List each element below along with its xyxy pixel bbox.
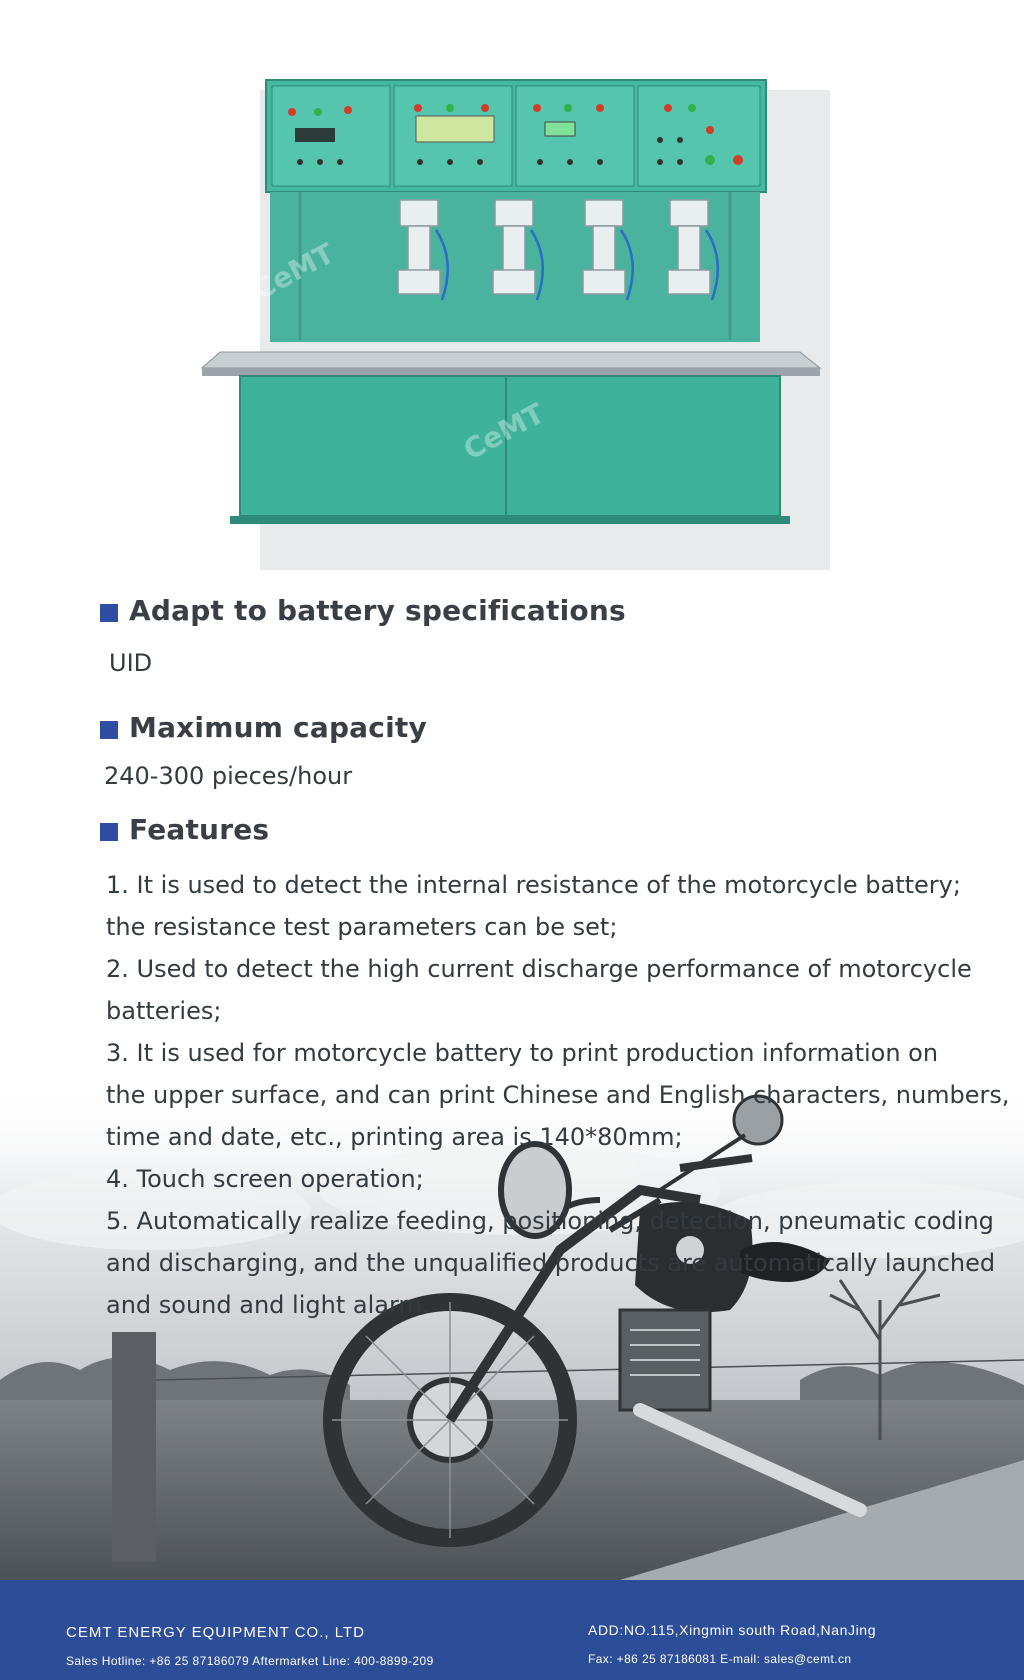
- svg-text:CeMT: CeMT: [247, 236, 340, 307]
- spec-title: Adapt to battery specifications: [129, 593, 626, 627]
- features-title: Features: [129, 812, 270, 846]
- feature-line: the resistance test parameters can be set;: [106, 913, 618, 941]
- feature-line: the upper surface, and can print Chinese and English characters, numbers,: [106, 1081, 1010, 1109]
- feature-line: 1. It is used to detect the internal resistance of the motorcycle battery;: [106, 871, 961, 899]
- product-photo-battery-tester: [200, 70, 880, 580]
- square-bullet-icon: [100, 604, 118, 622]
- section-heading-spec: [100, 590, 626, 630]
- footer-fax-email: Fax: +86 25 87186081 E-mail: sales@cemt.cn: [588, 1652, 852, 1666]
- footer-bar: [0, 1580, 1024, 1680]
- spec-value: UID: [109, 649, 153, 677]
- feature-line: 3. It is used for motorcycle battery to print production information on: [106, 1039, 939, 1067]
- feature-line: 4. Touch screen operation;: [106, 1165, 424, 1193]
- footer-address: ADD:NO.115,Xingmin south Road,NanJing: [588, 1622, 877, 1638]
- footer-hotline: Sales Hotline: +86 25 87186079 Aftermarket Line: 400-8899-209: [66, 1654, 434, 1668]
- square-bullet-icon: [100, 823, 118, 841]
- capacity-value: 240-300 pieces/hour: [104, 762, 353, 790]
- section-heading-features: [100, 809, 269, 849]
- svg-text:CeMT: CeMT: [457, 396, 550, 467]
- features-list: [106, 864, 1016, 1326]
- footer-company-name: CEMT ENERGY EQUIPMENT CO., LTD: [66, 1624, 365, 1641]
- feature-line: 5. Automatically realize feeding, positioning, detection, pneumatic coding: [106, 1207, 994, 1235]
- feature-line: and sound and light alarm.: [106, 1291, 430, 1319]
- feature-line: and discharging, and the unqualified products are automatically launched: [106, 1249, 996, 1277]
- feature-line: time and date, etc., printing area is 140*80mm;: [106, 1123, 683, 1151]
- capacity-title: Maximum capacity: [129, 710, 427, 744]
- square-bullet-icon: [100, 721, 118, 739]
- feature-line: batteries;: [106, 997, 222, 1025]
- feature-line: 2. Used to detect the high current discharge performance of motorcycle: [106, 955, 972, 983]
- section-heading-capacity: [100, 707, 427, 747]
